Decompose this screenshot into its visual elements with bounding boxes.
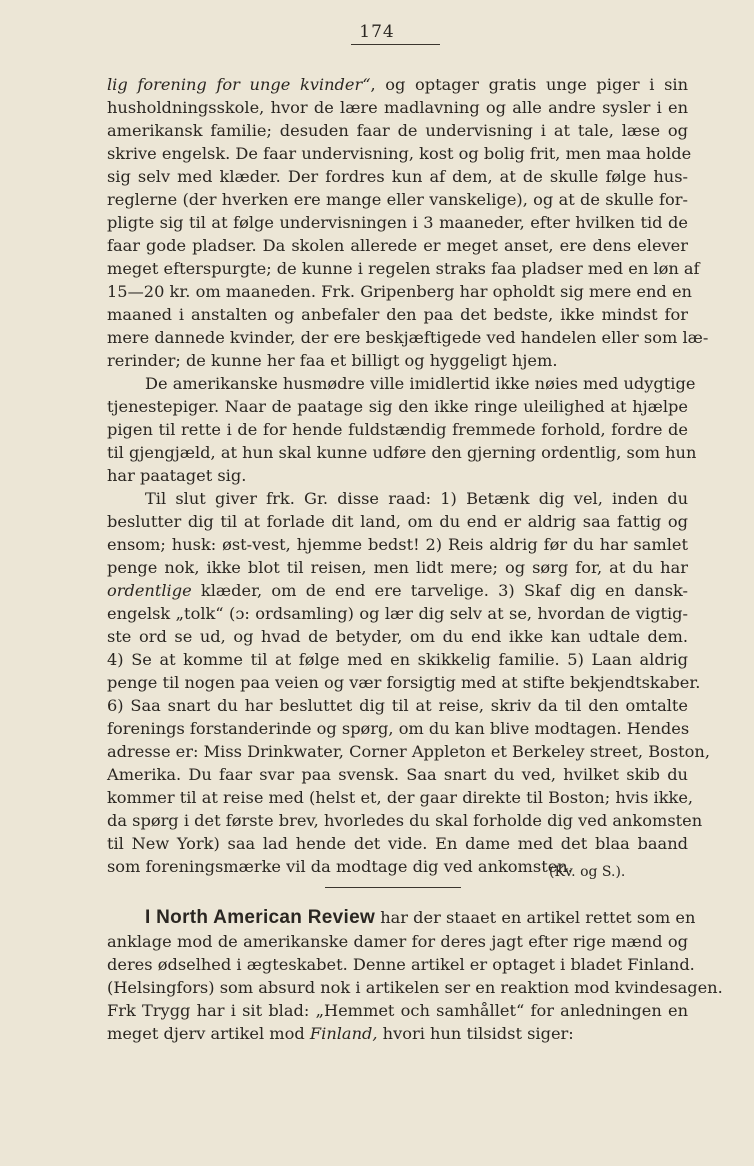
text-line: pligte sig til at følge undervisningen i 3 maaneder, efter hvilken tid de [107, 213, 688, 232]
line-text: klæder, om de end ere tarvelige. 3) Skaf dig en dansk- [191, 581, 688, 600]
text-line: Amerika. Du faar svar paa svensk. Saa snart du ved, hvilket skib du [107, 765, 688, 784]
text-line: beslutter dig til at forlade dit land, om du end er aldrig saa fattig og [107, 512, 688, 531]
text-line: reglerne (der hverken ere mange eller vanskelige), og at de skulle for- [107, 190, 688, 209]
line-text: har der staaet en artikel rettet som en [375, 908, 696, 927]
text-line: pigen til rette i de for hende fuldstændig fremmede forhold, fordre de [107, 420, 688, 439]
text-line: til New York) saa lad hende det vide. En dame med det blaa baand [107, 834, 688, 853]
text-line [145, 906, 696, 930]
text-line: ensom; husk: øst-vest, hjemme bedst! 2) Reis aldrig før du har samlet [107, 535, 688, 554]
text-line: 4) Se at komme til at følge med en skikkelig familie. 5) Laan aldrig [107, 650, 688, 669]
emphasis-word: Finland, [309, 1024, 378, 1043]
text-line: tjenestepiger. Naar de paatage sig den ikke ringe uleilighed at hjælpe [107, 397, 688, 416]
text-line [107, 579, 688, 603]
page-number: 174 [359, 22, 395, 42]
text-line: amerikansk familie; desuden faar de undervisning i at tale, læse og [107, 121, 688, 140]
text-line: adresse er: Miss Drinkwater, Corner Appleton et Berkeley street, Boston, [107, 742, 710, 761]
text-line: 6) Saa snart du har besluttet dig til at reise, skriv da til den omtalte [107, 696, 688, 715]
line-text: , og optager gratis unge piger i sin [370, 75, 688, 94]
text-line: Til slut giver frk. Gr. disse raad: 1) Betænk dig vel, inden du [145, 489, 688, 508]
text-line: rerinder; de kunne her faa et billigt og hyggeligt hjem. [107, 351, 558, 370]
text-line: har paataget sig. [107, 466, 247, 485]
text-line [107, 73, 688, 97]
text-line: engelsk „tolk“ (ɔ: ordsamling) og lær dig selv at se, hvordan de vigtig- [107, 604, 688, 623]
text-line: kommer til at reise med (helst et, der gaar direkte til Boston; hvis ikke, [107, 788, 694, 807]
text-line: forenings forstanderinde og spørg, om du kan blive modtagen. Hendes [107, 719, 690, 738]
text-line: (Helsingfors) som absurd nok i artikelen ser en reaktion mod kvindesagen. [107, 978, 723, 997]
text-line: maaned i anstalten og anbefaler den paa det bedste, ikke mindst for [107, 305, 688, 324]
text-line [107, 1022, 688, 1046]
text-line: til gjengjæld, at hun skal kunne udføre den gjerning ordentlig, som hun [107, 443, 697, 462]
text-line: husholdningsskole, hvor de lære madlavning og alle andre sysler i en [107, 98, 688, 117]
text-line: anklage mod de amerikanske damer for deres jagt efter rige mænd og [107, 932, 688, 951]
text-line: mere dannede kvinder, der ere beskjæftigede ved handelen eller som læ- [107, 328, 709, 347]
section-divider [325, 887, 461, 888]
text-line: De amerikanske husmødre ville imidlertid ikke nøies med udygtige [145, 374, 696, 393]
text-line: da spørg i det første brev, hvorledes du skal forholde dig ved ankomsten [107, 811, 703, 830]
text-line: sig selv med klæder. Der fordres kun af dem, at de skulle følge hus- [107, 167, 688, 186]
text-line: deres ødselhed i ægteskabet. Denne artikel er optaget i bladet Finland. [107, 955, 695, 974]
page-number-rule [351, 44, 440, 45]
text-line: penge nok, ikke blot til reisen, men lidt mere; og sørg for, at du har [107, 558, 688, 577]
text-line: 15—20 kr. om maaneden. Frk. Gripenberg har opholdt sig mere end en [107, 282, 692, 301]
text-line: penge til nogen paa veien og vær forsigtig med at stifte bekjendtskaber. [107, 673, 701, 692]
section-heading: I North American Review [145, 907, 376, 928]
lead-phrase: lig forening for unge kvinder“ [107, 75, 371, 94]
text-line: som foreningsmærke vil da modtage dig ved ankomsten. [107, 857, 573, 876]
text-line: skrive engelsk. De faar undervisning, kost og bolig frit, men maa holde [107, 144, 692, 163]
text-line: ste ord se ud, og hvad de betyder, om du end ikke kan udtale dem. [107, 627, 688, 646]
source-signature: (Kv. og S.). [549, 864, 626, 880]
text-line: meget efterspurgte; de kunne i regelen straks faa pladser med en løn af [107, 259, 700, 278]
text-line: Frk Trygg har i sit blad: „Hemmet och samhållet“ for anledningen en [107, 1001, 688, 1020]
line-text: meget djerv artikel mod [107, 1024, 310, 1043]
emphasis-word: ordentlige [107, 581, 192, 600]
line-text: hvori hun tilsidst siger: [377, 1024, 574, 1043]
text-line: faar gode pladser. Da skolen allerede er meget anset, ere dens elever [107, 236, 688, 255]
